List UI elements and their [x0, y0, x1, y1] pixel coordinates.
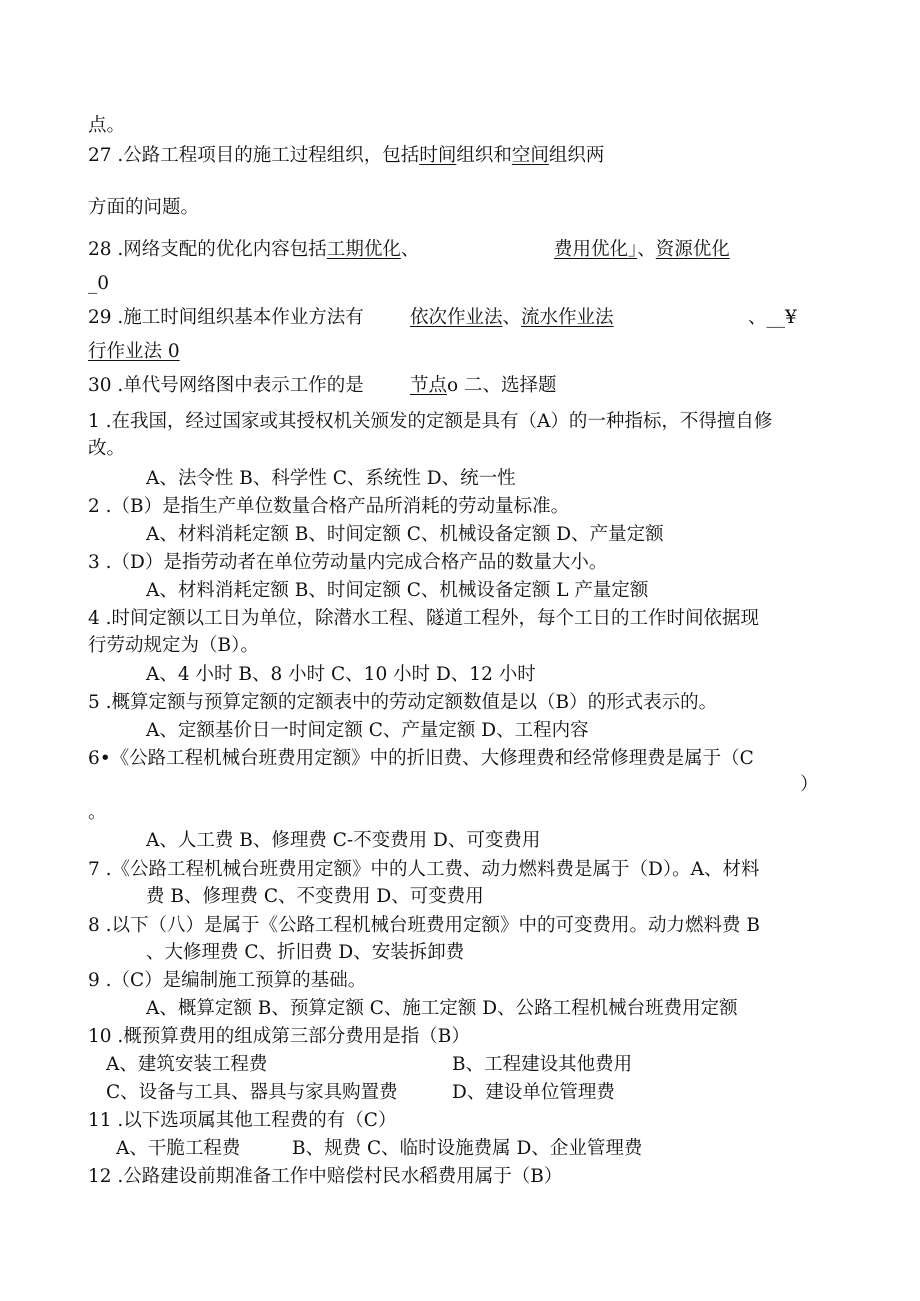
- question-text: 29 .施工时间组织基本作业方法有: [88, 307, 364, 328]
- text-line: 1 .在我国，经过国家或其授权机关颁发的定额是具有（A）的一种指标，不得擅自修: [88, 411, 773, 432]
- options-line: B、规费 C、临时设施费属 D、企业管理费: [292, 1138, 643, 1159]
- question-text: 28 .网络支配的优化内容包括: [88, 239, 327, 260]
- question-text: 组织两: [548, 145, 605, 166]
- text-line: 改。: [88, 438, 126, 459]
- question-29-answers: [410, 306, 614, 330]
- answer-blank: 依次作业法: [410, 307, 503, 328]
- answer-blank: 空间: [511, 145, 549, 166]
- text-line: 行劳动规定为（B）。: [88, 635, 259, 656]
- text-line: 12 .公路建设前期准备工作中赔偿村民水稻费用属于（B）: [88, 1166, 563, 1187]
- options-line: C、设备与工具、器具与家具购置费: [106, 1082, 398, 1103]
- options-line: A、概算定额 B、预算定额 C、施工定额 D、公路工程机械台班费用定额: [146, 998, 738, 1019]
- question-30-answer: [410, 374, 557, 398]
- text-line: 4 .时间定额以工日为单位，除潜水工程、隧道工程外，每个工日的工作时间依据现: [88, 608, 760, 629]
- answer-blank: 工期优化: [326, 239, 401, 260]
- question-text: 27 .公路工程项目的施工过程组织，包括: [88, 145, 420, 166]
- text-line: 3 .（D）是指劳动者在单位劳动量内完成合格产品的数量大小。: [88, 552, 608, 573]
- text-line: _0: [88, 273, 110, 294]
- question-text: 、: [502, 307, 522, 328]
- answer-blank: 流水作业法: [521, 307, 614, 328]
- options-line: 费 B、修理费 C、不变费用 D、可变费用: [146, 886, 484, 907]
- text-line: 10 .概预算费用的组成第三部分费用是指（B）: [88, 1026, 470, 1047]
- answer-blank: 时间: [419, 145, 457, 166]
- answer-blank: 节点: [410, 375, 448, 396]
- question-text: 组织和: [456, 145, 512, 166]
- text-line: 7 .《公路工程机械台班费用定额》中的人工费、动力燃料费是属于（D）。A、材料: [88, 859, 760, 880]
- options-line: A、法令性 B、科学性 C、系统性 D、统一性: [146, 468, 516, 489]
- section-heading: o 二、选择题: [447, 375, 557, 396]
- question-28: [88, 238, 419, 262]
- options-line: A、材料消耗定额 B、时间定额 C、机械设备定额 L 产量定额: [146, 580, 649, 601]
- options-line: B、工程建设其他费用: [452, 1054, 633, 1075]
- options-line: 、大修理费 C、折旧费 D、安装拆卸费: [146, 942, 465, 963]
- question-text: 30 .单代号网络图中表示工作的是: [88, 375, 364, 396]
- answer-blank: 资源优化: [655, 239, 730, 260]
- question-27: [88, 144, 604, 168]
- text-line: 5 .概算定额与预算定额的定额表中的劳动定额数值是以（B）的形式表示的。: [88, 692, 718, 713]
- options-line: A、材料消耗定额 B、时间定额 C、机械设备定额 D、产量定额: [146, 524, 664, 545]
- text-line: 方面的问题。: [88, 197, 200, 218]
- options-line: A、定额基价日一时间定额 C、产量定额 D、工程内容: [146, 720, 589, 741]
- text-line: 8 .以下（八）是属于《公路工程机械台班费用定额》中的可变费用。动力燃料费 B: [88, 915, 761, 936]
- question-30: [88, 374, 364, 398]
- text-line: 2 .（B）是指生产单位数量合格产品所消耗的劳动量标准。: [88, 496, 570, 517]
- options-line: D、建设单位管理费: [452, 1082, 615, 1103]
- question-text: 、: [400, 239, 420, 260]
- question-29: [88, 306, 364, 330]
- question-28-continued: [554, 238, 730, 262]
- options-line: A、4 小时 B、8 小时 C、10 小时 D、12 小时: [146, 664, 536, 685]
- options-line: A、干脆工程费: [116, 1138, 241, 1159]
- options-line: A、建筑安装工程费: [106, 1054, 268, 1075]
- text-line: 6•《公路工程机械台班费用定额》中的折旧费、大修理费和经常修理费是属于（C: [88, 748, 754, 769]
- text-line: 。: [88, 802, 107, 823]
- question-29-tail: 、__¥: [748, 307, 797, 328]
- answer-blank: 费用优化」: [554, 239, 638, 260]
- text-line: 点。: [88, 115, 126, 136]
- question-text: 、: [637, 239, 656, 260]
- text-line: 11 .以下选项属其他工程费的有（C）: [88, 1110, 397, 1131]
- text-line: 9 .（C）是编制施工预算的基础。: [88, 970, 367, 991]
- text-line: ）: [800, 774, 819, 795]
- answer-blank: 行作业法 0: [88, 341, 180, 362]
- options-line: A、人工费 B、修理费 C-不变费用 D、可变费用: [146, 830, 541, 851]
